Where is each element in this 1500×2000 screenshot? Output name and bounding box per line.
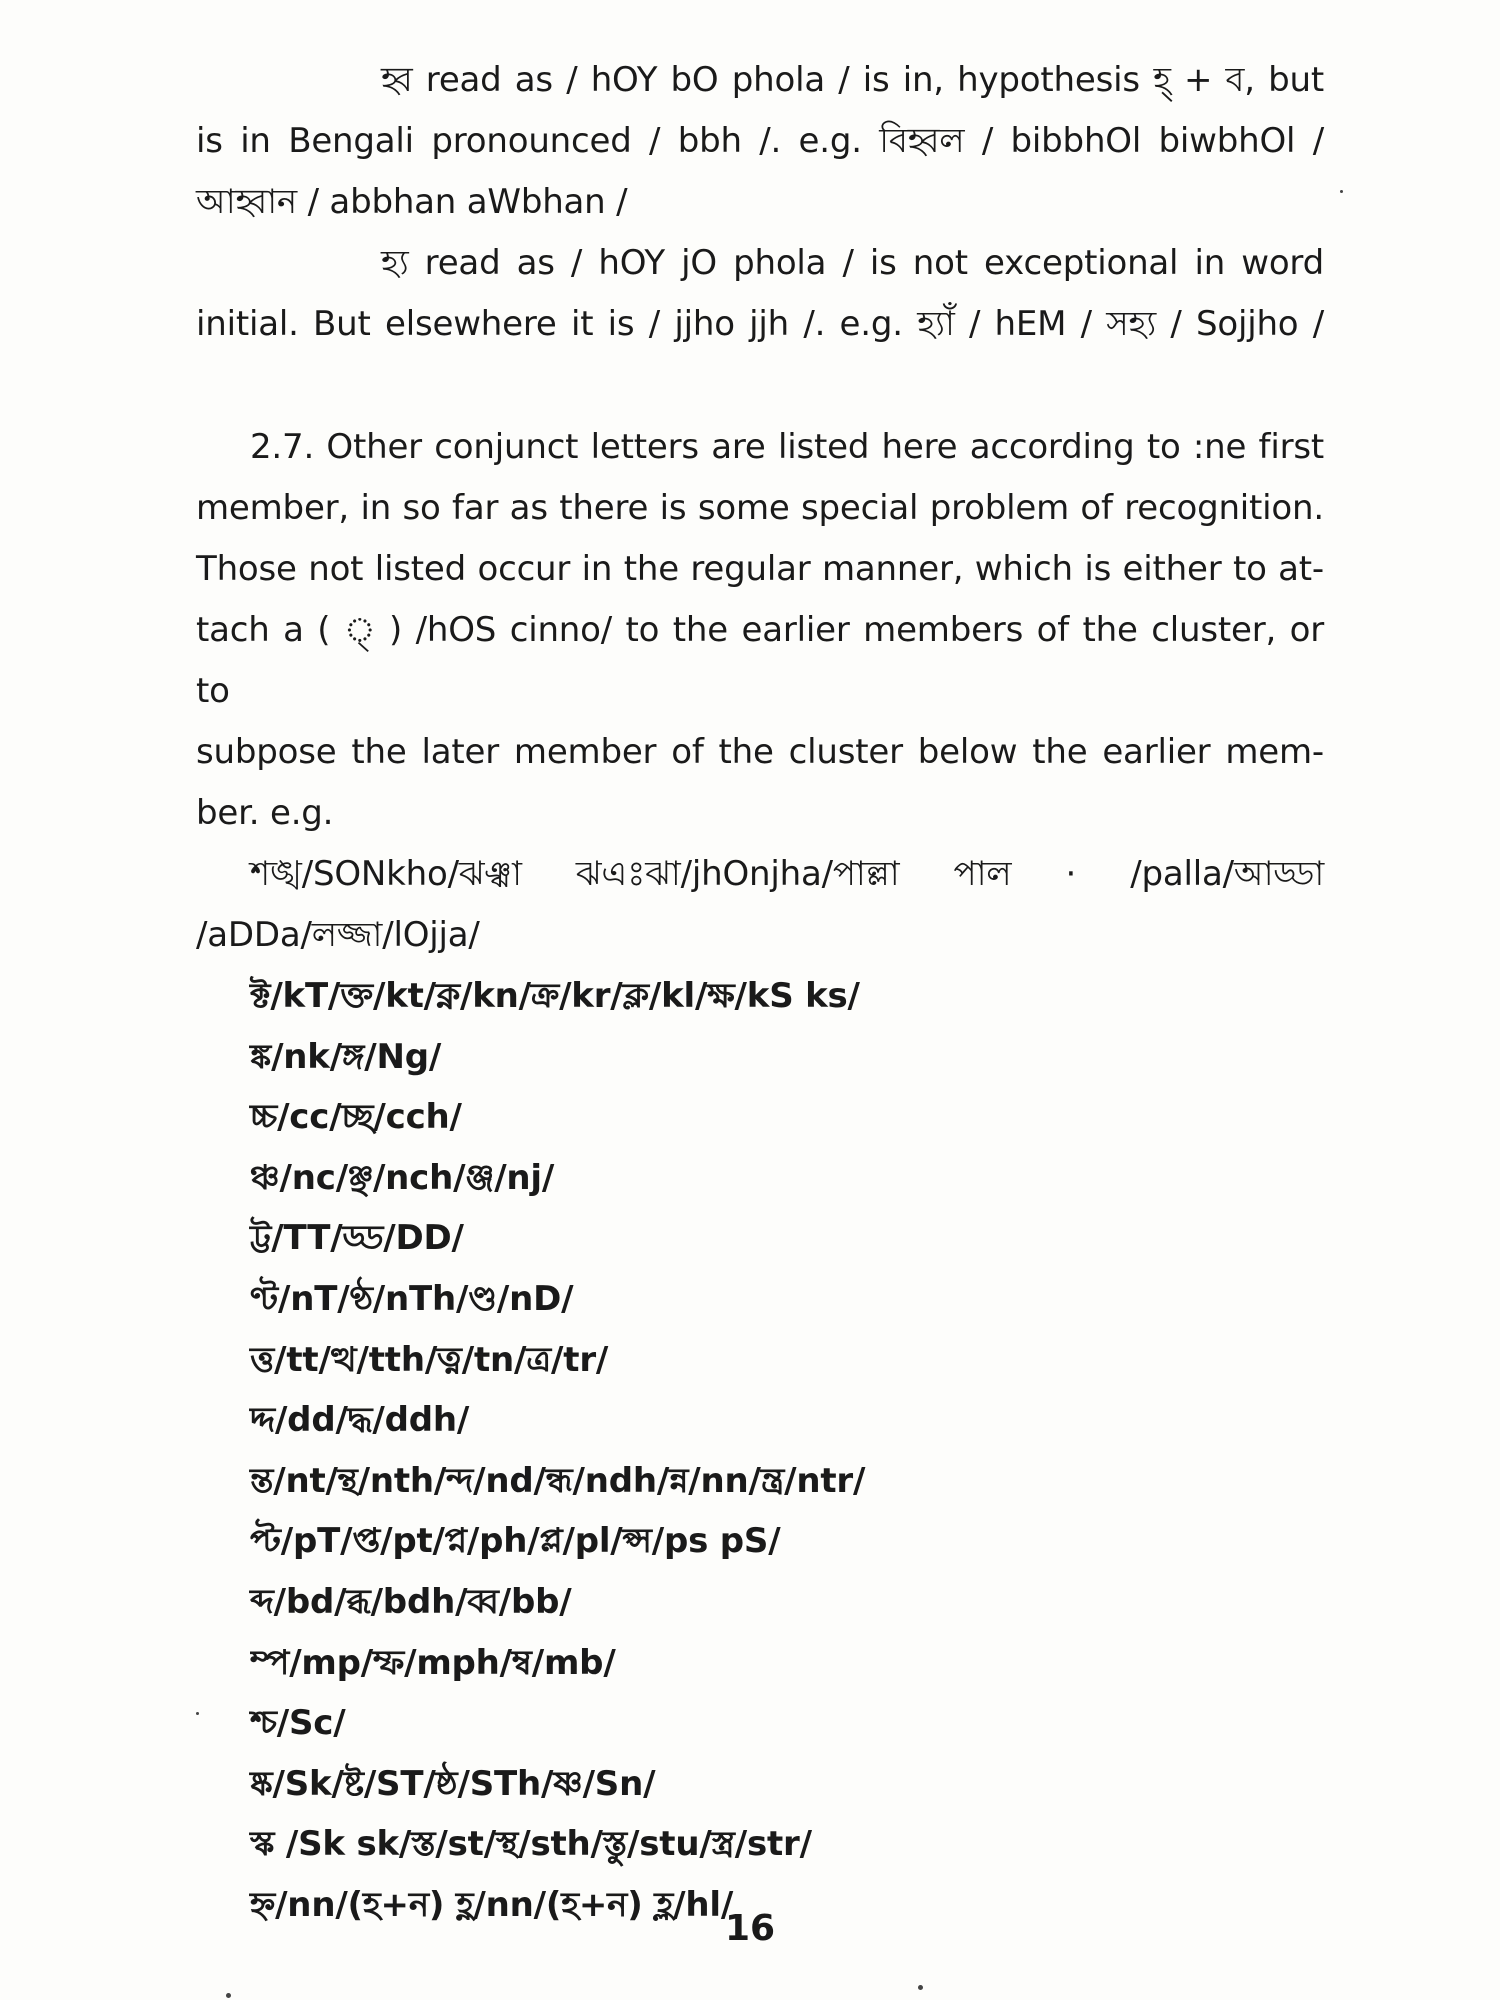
conjunct-row: ট্ট/TT/ড্ড/DD/ xyxy=(250,1218,464,1259)
page-number: 16 xyxy=(724,1908,776,1949)
conjunct-row: শ্চ/Sc/ xyxy=(250,1703,346,1744)
conjunct-list xyxy=(196,966,1324,1936)
conjunct-row: দ্দ/dd/দ্ধ/ddh/ xyxy=(250,1400,470,1441)
text-line: member, in so far as there is some special problem of recognition. xyxy=(196,488,1324,528)
text-line: Those not listed occur in the regular manner, which is either to at- xyxy=(196,549,1324,589)
text-line: initial. But elsewhere it is / jjho jjh /. e.g. হ্যাঁ / hEM / সহ্য / Sojjho / xyxy=(196,304,1324,344)
conjunct-row: প্ট/pT/প্ত/pt/প্ন/ph/প্ল/pl/প্স/ps pS/ xyxy=(250,1521,781,1562)
example-words xyxy=(196,844,1324,966)
conjunct-row: হ্ন/nn/(হ+ন) হ্ণ/nn/(হ+ন) হ্ল/hl/ xyxy=(250,1884,734,1925)
example-line: /aDDa/লজ্জা/lOjja/ xyxy=(196,915,480,955)
text-line: আহ্বান / abbhan aWbhan / xyxy=(196,182,628,222)
page-body xyxy=(196,50,1324,1936)
paragraph-section-2-7 xyxy=(196,417,1324,844)
text-line: is in Bengali pronounced / bbh /. e.g. বিহ্বল / bibbhOl biwbhOl / xyxy=(196,121,1324,161)
text-line: ber. e.g. xyxy=(196,793,334,833)
conjunct-row: ম্প/mp/ম্ফ/mph/ম্ব/mb/ xyxy=(250,1642,616,1683)
conjunct-row: ত্ত/tt/ত্থ/tth/ত্ন/tn/ত্র/tr/ xyxy=(250,1339,609,1380)
conjunct-row: ষ্ক/Sk/ষ্ট/ST/ষ্ঠ/STh/ষ্ণ/Sn/ xyxy=(250,1763,656,1804)
text-line: 2.7. Other conjunct letters are listed here according to :ne first xyxy=(250,427,1324,467)
conjunct-row: ঙ্ক/nk/ঙ্গ/Ng/ xyxy=(250,1036,442,1077)
text-line: হ্য read as / hOY jO phola / is not exceptional in word xyxy=(381,243,1324,283)
conjunct-row: ণ্ট/nT/ণ্ঠ/nTh/ণ্ড/nD/ xyxy=(250,1278,574,1319)
example-line: শঙ্খ/SONkho/ঝঞ্ঝা ঝএঃঝা/jhOnjha/পাল্লা পাল · /palla/আড্ডা xyxy=(250,854,1324,894)
paragraph-hoy-bo-phola xyxy=(196,50,1324,233)
conjunct-row: ব্দ/bd/ব্ধ/bdh/ব্ব/bb/ xyxy=(250,1581,572,1622)
paragraph-hoy-jo-phola xyxy=(196,233,1324,355)
conjunct-row: ক্ট/kT/ক্ত/kt/ক্ন/kn/ক্র/kr/ক্ল/kl/ক্ষ/kS ks/ xyxy=(250,976,860,1016)
text-line: হ্ব read as / hOY bO phola / is in, hypothesis হ্ + ব, but xyxy=(381,60,1324,100)
conjunct-row: স্ক /Sk sk/স্ত/st/স্থ/sth/স্তু/stu/স্ত্র/str/ xyxy=(250,1824,812,1865)
scan-speck xyxy=(1340,190,1343,193)
conjunct-row: চ্চ/cc/চ্ছ/cch/ xyxy=(250,1097,462,1138)
conjunct-row: ন্ত/nt/ন্থ/nth/ন্দ/nd/ন্ধ/ndh/ন্ন/nn/ন্ত্র/ntr/ xyxy=(250,1460,866,1501)
conjunct-row: ঞ্চ/nc/ঞ্ছ/nch/ঞ্জ/nj/ xyxy=(250,1157,555,1198)
text-line: tach a ( ্ ) /hOS cinno/ to the earlier members of the cluster, or to xyxy=(196,610,1324,711)
text-line: subpose the later member of the cluster below the earlier mem- xyxy=(196,732,1324,772)
scan-speck xyxy=(918,1985,923,1990)
scan-speck xyxy=(226,1993,231,1998)
scan-speck xyxy=(196,1712,199,1715)
